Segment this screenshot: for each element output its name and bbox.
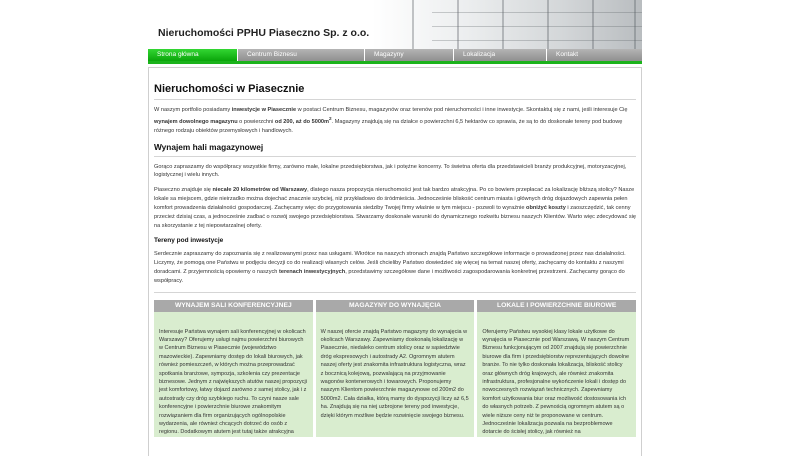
column-title-conference-room[interactable]: WYNAJEM SALI KONFERENCYJNEJ [154,300,313,312]
page-title: Nieruchomości w Piasecznie [154,83,305,95]
nav-tab-home[interactable]: Strona główna [148,49,238,61]
nav-tab-location[interactable]: Lokalizacja [454,49,547,61]
title-divider [154,99,636,100]
column-warehouses [316,300,475,437]
main-content [148,67,642,456]
header-building-photo [372,0,642,49]
column-title-offices[interactable]: LOKALE I POWIERZCHNIE BIUROWE [477,300,636,312]
nav-underline [148,61,642,64]
paragraph-investment: Serdecznie zapraszamy do zapoznania się z realizowanymi przez nas usługami. Wkrótce na naszych stronach znajdą Państwo szczegółowe informacje o prowadzonej przez nas działalności. Liczymy, że pomogą one Państwu w podjęciu decyzji co do realizacji własnych celów. Jeśli chcieliby Państwo dowiedzieć się więcej na temat naszej oferty, zachęcamy do kontaktu z naszymi doradcami. Z przyjemnością opowiemy o naszych terenach inwestycyjnych, przedstawimy szczegółowe dane i możliwości zagospodarowania konkretnej przestrzeni. Zachęcamy gorąco do współpracy. [154,250,626,284]
column-text-warehouses: W naszej ofercie znajdą Państwo magazyny do wynajęcia w okolicach Warszawy. Zapewniamy doskonałą lokalizację w Piasecznie, niedaleko centrum stolicy oraz w sąsiedztwie dróg ekspresowych i autostrady A2. Ogromnym atutem naszej oferty jest znakomita infrastruktura logistyczna, wraz z bocznicą kolejową, pozwalającą na przyjmowanie wagonów kontenerowych i towarowych. Proponujemy naszym Klientom powierzchnie magazynowe od 200m2 do 5000m2. Cała działka, którą mamy do dyspozycji liczy aż 6,5 ha. Znajdują się na niej uzbrojone tereny pod inwestycje, dzięki którym możliwe będzie rozwinięcie swojego biznesu. [320,328,469,419]
nav-tab-warehouses[interactable]: Magazyny [365,49,454,61]
intro-paragraph: W naszym portfolio posiadamy inwestycje w Piasecznie w postaci Centrum Biznesu, magazynów oraz terenów pod nieruchomości i inne inwestycje. Skontaktuj się z nami, jeśli interesuje Cię wynajem dowolnego magazynu o powierzchni od 200, aż do $5000m^2$. Magazyny znajdują się na działce o powierzchni 6,5 hektarów co sprawia, że są to do doskonałe tereny pod budowę różnego rodzaju obiektów przemysłowych i handlowych. [154,107,628,134]
section-title-warehouse-rental: Wynajem hali magazynowej [154,141,264,152]
main-nav [148,49,642,61]
feature-columns [154,300,636,437]
nav-tab-business-center[interactable]: Centrum Biznesu [238,49,365,61]
column-text-conference-room: Interesuje Państwa wynajem sali konferencyjnej w okolicach Warszawy? Oferujemy usługi najmu powierzchni biurowych w Centrum Biznesu w Piasecznie (województwo mazowieckie). Zapewniamy dostęp do lokali biurowych, jak również pomieszczeń, w których można przeprowadzać spotkania branżowe, sympozja, szkolenia czy prezentacje biznesowe. Jednym z największych atutów naszej propozycji jest komfortowy, łatwy dojazd zarówno z samej stolicy, jak i z autostrady czy dróg szybkiego ruchu. To czyni nasze sale konferencyjne i powierzchnie biurowe znakomitym rozwiązaniem dla firm organizujących ogólnopolskie wydarzenia, ale również chcących dotrzeć do osób z regionu. Dodatkowym atutem jest tutaj także atrakcyjna [159,328,307,436]
site-title: Nieruchomości PPHU Piaseczno Sp. z o.o. [158,27,370,39]
nav-tab-contact[interactable]: Kontakt [547,49,642,61]
paragraph-location: Piaseczno znajduje się niecałe 20 kilometrów od Warszawy, dlatego nasza propozycja nieruchomości jest tak bardzo atrakcyjna. Po co bowiem przepłacać za lokalizację bliższą stolicy? Nasze lokale sa miejscem, gdzie nieirzadko można dojechać znacznie szybciej, niż przykładowo do śródmieścia. Jednocześnie bliskość centrum miasta i głównych dróg dojazdowych zapewnia pełen komfort prowadzenia działalności gospodarczej. Zachęcamy więc do przygotowania siedziby Twojej firmy właśnie w tym miejscu - pozwoli to wyraźnie obniżyć koszty i zaoszczędzić, tak cenny przecież dzisiaj czas, a jednocześnie zadbać o rozwój swojego przedsiębiorstwa. Stwarzamy doskonałe warunki do dynamicznego rozkwitu biznesu naszych Klientów. Warto więc zdecydować się na skorzystanie z tej niepowtarzalnej oferty. [154,187,637,230]
column-conference-room [154,300,313,437]
column-title-warehouses[interactable]: MAGAZYNY DO WYNAJĘCIA [316,300,475,312]
columns-divider [154,292,636,293]
subsection-title-investment-land: Tereny pod inwestycje [154,236,224,244]
site-header [148,0,642,49]
column-text-offices: Oferujemy Państwu wysokiej klasy lokale użytkowe do wynajęcia w Piasecznie pod Warszawą. W naszym Centrum Biznesu funkcjonującym od 2007 znajdują się powierzchnie biurowe dla firm i przedsiębiorstw reprezentujących dowolne branże. To nie tylko doskonała lokalizacja, bliskość stolicy oraz głównych dróg krajowych, ale również znakomita infrastruktura, profesjonalne wykończenie lokali i dostęp do nowoczesnych rozwiązań technicznych. Zapewniamy komfort użytkowania biur oraz możliwość dostosowania ich do własnych potrzeb. Z pewnością ogromnym atutem są o wiele niższe ceny niż te proponowane w centrum. Jednocześnie lokalizacja pozwala na bezproblemowe dotarcie do ścisłej stolicy, jak również na [482,328,630,436]
section-divider [154,156,636,157]
paragraph-cooperation: Gorąco zapraszamy do współpracy wszystkie firmy, zarówno małe, lokalne przedsiębiorstwa, jak i potężne koncerny. To świetna oferta dla przedstawicieli branży produkcyjnej, motoryzacyjnej, logistycznej i wielu innych. [154,163,627,179]
column-offices [477,300,636,437]
